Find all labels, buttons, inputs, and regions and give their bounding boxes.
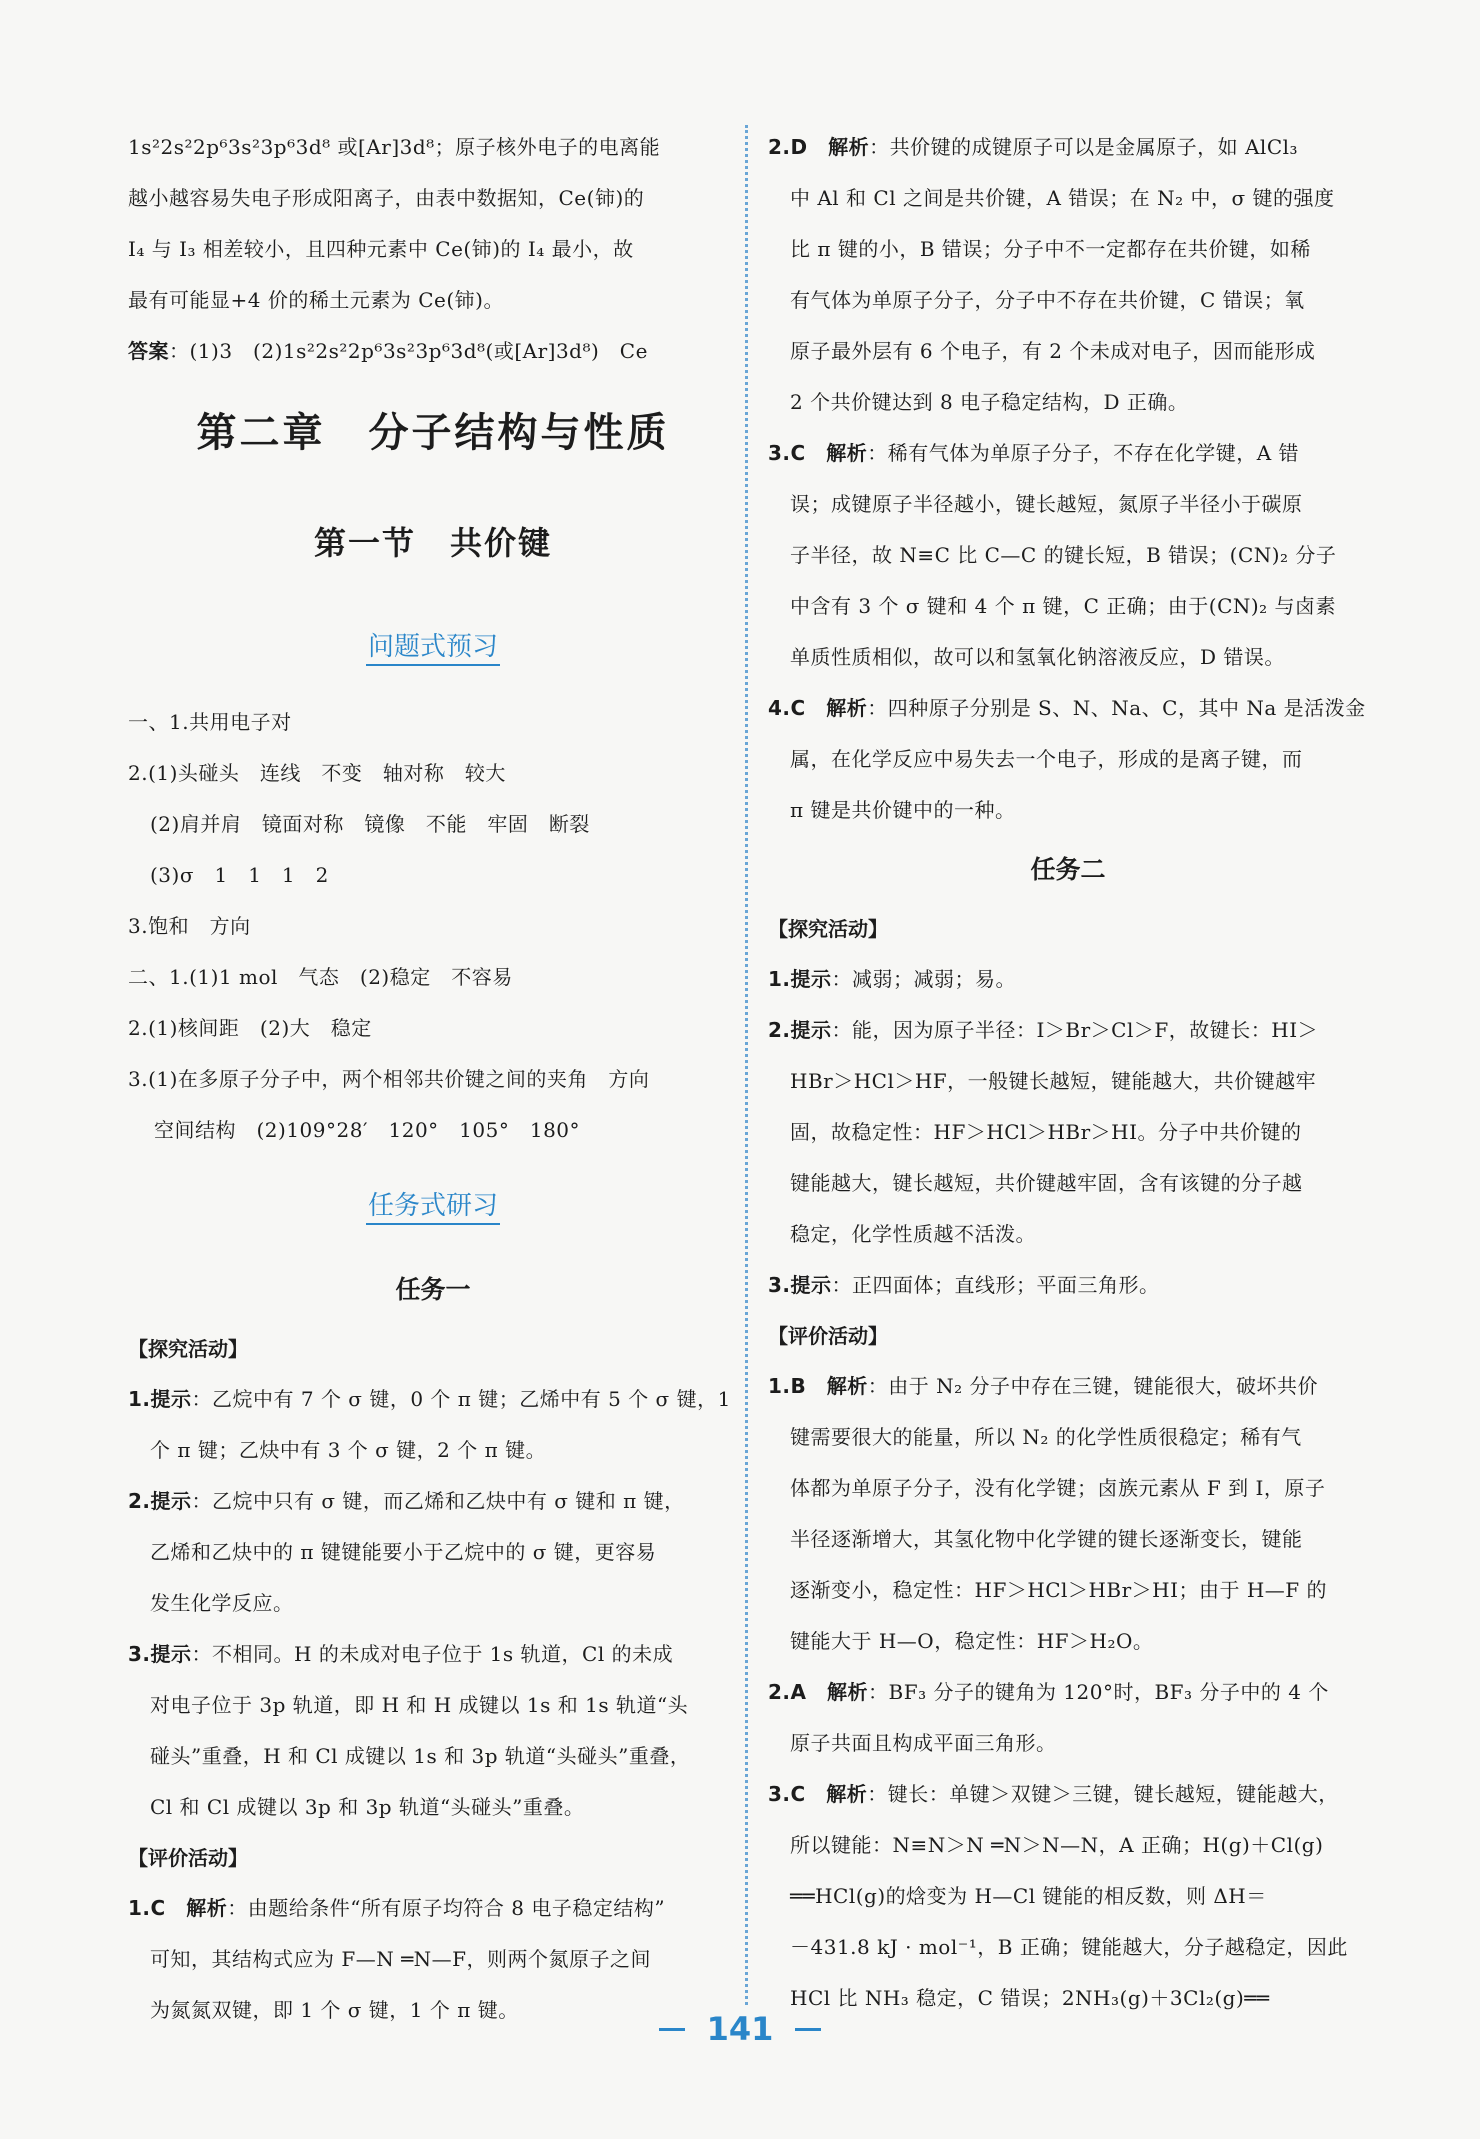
answer-label: 答案 xyxy=(128,339,169,363)
column-divider xyxy=(745,125,748,2005)
evaluate-line: HCl 比 NH₃ 稳定，C 错误；2NH₃(g)＋3Cl₂(g)══ xyxy=(790,1986,1270,2010)
analysis-line: 2.D 解析：共价键的成键原子可以是金属原子，如 AlCl₃ xyxy=(768,135,1299,159)
analysis-line: 属，在化学反应中易失去一个电子，形成的是离子键，而 xyxy=(790,747,1303,771)
evaluate-line: 键需要很大的能量，所以 N₂ 的化学性质很稳定；稀有气 xyxy=(790,1425,1302,1449)
explore-line: 2.提示：乙烷中只有 σ 键，而乙烯和乙炔中有 σ 键和 π 键， xyxy=(128,1489,685,1513)
preview-line: (2)肩并肩 镜面对称 镜像 不能 牢固 断裂 xyxy=(150,812,590,836)
evaluate-line: 逐渐变小，稳定性：HF＞HCl＞HBr＞HI；由于 H—F 的 xyxy=(790,1578,1328,1602)
preview-line: 3.饱和 方向 xyxy=(128,914,251,938)
continued-text-line: 最有可能显+4 价的稀土元素为 Ce(铈)。 xyxy=(128,288,504,312)
section-title: 第一节 共价键 xyxy=(313,524,552,562)
continued-text-line: 越小越容易失电子形成阳离子，由表中数据知，Ce(铈)的 xyxy=(128,186,645,210)
explore-line: 发生化学反应。 xyxy=(150,1591,294,1615)
explore-line: HBr＞HCl＞HF，一般键长越短，键能越大，共价键越牢 xyxy=(790,1069,1317,1093)
continued-text-line: 1s²2s²2p⁶3s²3p⁶3d⁸ 或[Ar]3d⁸；原子核外电子的电离能 xyxy=(128,135,661,159)
preview-line: 2.(1)核间距 (2)大 稳定 xyxy=(128,1016,372,1040)
explore-line: 碰头”重叠，H 和 Cl 成键以 1s 和 3p 轨道“头碰头”重叠， xyxy=(150,1744,691,1768)
explore-line: 稳定，化学性质越不活泼。 xyxy=(790,1222,1036,1246)
chapter-title: 第二章 分子结构与性质 xyxy=(196,410,670,456)
evaluate-line: 可知，其结构式应为 F—N ═N—F，则两个氮原子之间 xyxy=(150,1947,652,1971)
explore-line: 固，故稳定性：HF＞HCl＞HBr＞HI。分子中共价键的 xyxy=(790,1120,1302,1144)
analysis-line: 单质性质相似，故可以和氢氧化钠溶液反应，D 错误。 xyxy=(790,645,1285,669)
preview-line: 2.(1)头碰头 连线 不变 轴对称 较大 xyxy=(128,761,506,785)
analysis-line: 中含有 3 个 σ 键和 4 个 π 键，C 正确；由于(CN)₂ 与卤素 xyxy=(790,594,1337,618)
analysis-line: 子半径，故 N≡C 比 C—C 的键长短，B 错误；(CN)₂ 分子 xyxy=(790,543,1337,567)
evaluate-line: －431.8 kJ · mol⁻¹，B 正确；键能越大，分子越稳定，因此 xyxy=(790,1935,1348,1959)
evaluate-line: 体都为单原子分子，没有化学键；卤族元素从 F 到 I，原子 xyxy=(790,1476,1326,1500)
evaluate-line: 所以键能：N≡N＞N ═N＞N—N，A 正确；H(g)＋Cl(g) xyxy=(790,1833,1324,1857)
preview-line: 3.(1)在多原子分子中，两个相邻共价键之间的夹角 方向 xyxy=(128,1067,650,1091)
answer-text: ：(1)3 (2)1s²2s²2p⁶3s²3p⁶3d⁸(或[Ar]3d⁸) Ce xyxy=(169,339,648,363)
explore-activity-label: 【探究活动】 xyxy=(768,917,888,941)
task-one-heading: 任务一 xyxy=(395,1275,471,1304)
evaluate-line: 2.A 解析：BF₃ 分子的键角为 120°时，BF₃ 分子中的 4 个 xyxy=(768,1680,1329,1704)
analysis-line: 2 个共价键达到 8 电子稳定结构，D 正确。 xyxy=(790,390,1189,414)
evaluate-line: 1.C 解析：由题给条件“所有原子均符合 8 电子稳定结构” xyxy=(128,1896,666,1920)
evaluate-activity-label: 【评价活动】 xyxy=(768,1324,888,1348)
analysis-line: 误；成键原子半径越小，键长越短，氮原子半径小于碳原 xyxy=(790,492,1303,516)
analysis-line: 4.C 解析：四种原子分别是 S、N、Na、C，其中 Na 是活泼金 xyxy=(768,696,1366,720)
evaluate-line: 键能大于 H—O，稳定性：HF＞H₂O。 xyxy=(790,1629,1154,1653)
answer-line xyxy=(128,326,738,377)
explore-line: 个 π 键；乙炔中有 3 个 σ 键，2 个 π 键。 xyxy=(150,1438,547,1462)
page-footer xyxy=(0,2010,1480,2048)
preview-line: 一、1.共用电子对 xyxy=(128,710,292,734)
evaluate-line: 半径逐渐增大，其氢化物中化学键的键长逐渐变长，键能 xyxy=(790,1527,1303,1551)
explore-line: 键能越大，键长越短，共价键越牢固，含有该键的分子越 xyxy=(790,1171,1303,1195)
explore-line: 3.提示：不相同。H 的未成对电子位于 1s 轨道，Cl 的未成 xyxy=(128,1642,674,1666)
footer-dash-right xyxy=(795,2028,821,2031)
analysis-line: 有气体为单原子分子，分子中不存在共价键，C 错误；氧 xyxy=(790,288,1305,312)
explore-line: Cl 和 Cl 成键以 3p 和 3p 轨道“头碰头”重叠。 xyxy=(150,1795,585,1819)
explore-line: 1.提示：减弱；减弱；易。 xyxy=(768,967,1017,991)
evaluate-line: 为氮氮双键，即 1 个 σ 键，1 个 π 键。 xyxy=(150,1998,519,2022)
preview-line: 二、1.(1)1 mol 气态 (2)稳定 不容易 xyxy=(128,965,513,989)
task-two-heading: 任务二 xyxy=(1030,855,1106,884)
study-heading: 任务式研习 xyxy=(128,1156,738,1256)
analysis-line: 比 π 键的小，B 错误；分子中不一定都存在共价键，如稀 xyxy=(790,237,1311,261)
evaluate-activity-label: 【评价活动】 xyxy=(128,1846,248,1870)
page-number: 141 xyxy=(706,2010,774,2048)
explore-activity-label: 【探究活动】 xyxy=(128,1337,248,1361)
analysis-line: 原子最外层有 6 个电子，有 2 个未成对电子，因而能形成 xyxy=(790,339,1316,363)
explore-line: 乙烯和乙炔中的 π 键键能要小于乙烷中的 σ 键，更容易 xyxy=(150,1540,657,1564)
preview-line: (3)σ 1 1 1 2 xyxy=(150,863,329,887)
evaluate-line: 原子共面且构成平面三角形。 xyxy=(790,1731,1057,1755)
analysis-line: π 键是共价键中的一种。 xyxy=(790,798,1016,822)
evaluate-line: 1.B 解析：由于 N₂ 分子中存在三键，键能很大，破坏共价 xyxy=(768,1374,1318,1398)
explore-line: 对电子位于 3p 轨道，即 H 和 H 成键以 1s 和 1s 轨道“头 xyxy=(150,1693,689,1717)
left-column xyxy=(128,122,738,2036)
right-column xyxy=(768,122,1368,2024)
evaluate-line: 3.C 解析：键长：单键＞双键＞三键，键长越短，键能越大， xyxy=(768,1782,1339,1806)
explore-line: 2.提示：能，因为原子半径：I＞Br＞Cl＞F，故键长：HI＞ xyxy=(768,1018,1319,1042)
explore-line: 3.提示：正四面体；直线形；平面三角形。 xyxy=(768,1273,1160,1297)
explore-line: 1.提示：乙烷中有 7 个 σ 键，0 个 π 键；乙烯中有 5 个 σ 键，1 xyxy=(128,1387,731,1411)
analysis-line: 3.C 解析：稀有气体为单原子分子，不存在化学键，A 错 xyxy=(768,441,1300,465)
continued-text-line: I₄ 与 I₃ 相差较小，且四种元素中 Ce(铈)的 I₄ 最小，故 xyxy=(128,237,634,261)
preview-heading: 问题式预习 xyxy=(128,597,738,697)
footer-dash-left xyxy=(659,2028,685,2031)
analysis-line: 中 Al 和 Cl 之间是共价键，A 错误；在 N₂ 中，σ 键的强度 xyxy=(790,186,1335,210)
evaluate-line: ══HCl(g)的焓变为 H—Cl 键能的相反数，则 ΔH＝ xyxy=(790,1884,1267,1908)
preview-line: 空间结构 (2)109°28′ 120° 105° 180° xyxy=(154,1118,581,1142)
